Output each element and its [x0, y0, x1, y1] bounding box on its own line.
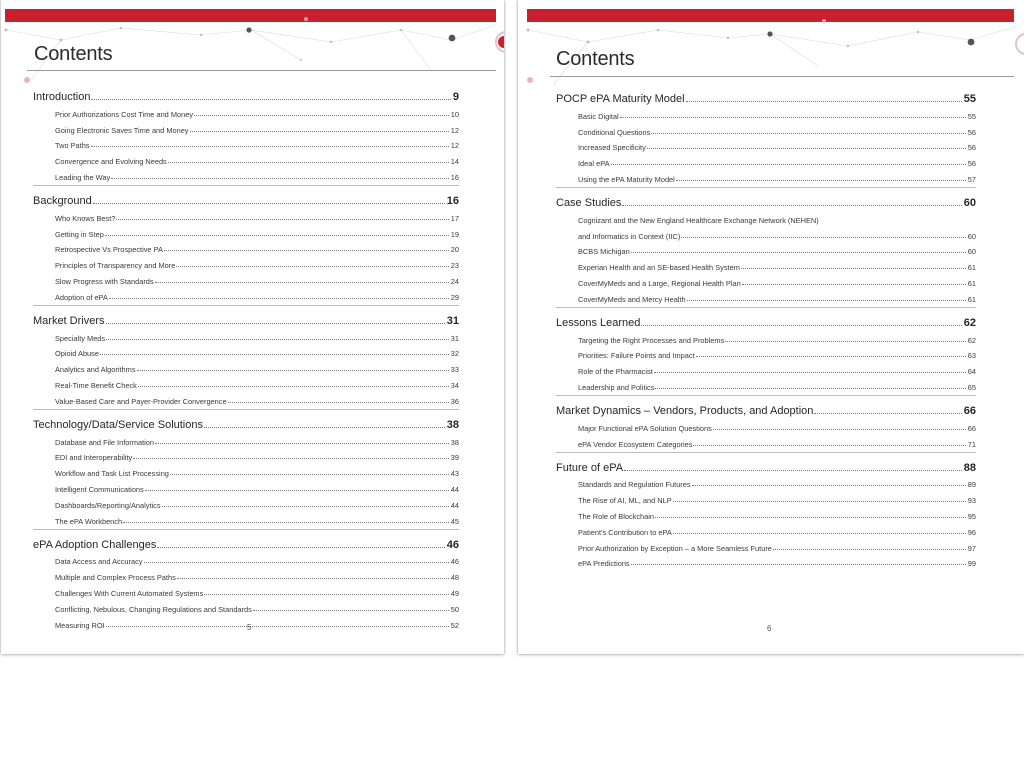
toc-subsection-page: 45: [450, 516, 459, 526]
toc-dot-leader: [742, 284, 966, 285]
toc-dot-leader: [641, 325, 961, 326]
toc-dot-leader: [109, 298, 449, 299]
toc-subsection-entry[interactable]: [33, 223, 459, 239]
toc-subsection-page: 50: [450, 604, 459, 614]
toc-dot-leader: [106, 626, 449, 627]
toc-subsection-title: Measuring ROI: [55, 620, 105, 630]
toc-dot-leader: [176, 266, 448, 267]
toc-dot-leader: [696, 356, 966, 357]
toc-section-page: 38: [446, 418, 459, 431]
toc-dot-leader: [162, 506, 449, 507]
toc-subsection-title: Multiple and Complex Process Paths: [55, 573, 176, 583]
toc-subsection-title: ePA Vendor Ecosystem Categories: [578, 439, 693, 449]
toc-subsection-entry[interactable]: [556, 417, 976, 433]
toc-section-entry[interactable]: [556, 452, 976, 474]
toc-subsection-title: Retrospective Vs Prospective PA: [55, 245, 163, 255]
toc-subsection-title: Experian Health and an SE-based Health System: [578, 263, 740, 273]
toc-subsection-page: 66: [967, 423, 976, 433]
toc-subsection-entry[interactable]: [556, 209, 976, 225]
toc-subsection-page: 36: [450, 396, 459, 406]
toc-subsection-entry[interactable]: [556, 433, 976, 449]
toc-dot-leader: [673, 533, 966, 534]
toc-subsection-page: 23: [450, 261, 459, 271]
toc-subsection-entry[interactable]: [556, 360, 976, 376]
toc-subsection-entry[interactable]: [556, 537, 976, 553]
toc-subsection-title: Using the ePA Maturity Model: [578, 174, 675, 184]
toc-subsection-page: 93: [967, 496, 976, 506]
toc-subsection-entry[interactable]: [33, 390, 459, 406]
toc-subsection-page: 33: [450, 365, 459, 375]
toc-subsection-title: Standards and Regulation Futures: [578, 480, 691, 490]
toc-dot-leader: [111, 178, 449, 179]
toc-subsection-page: 97: [967, 543, 976, 553]
toc-subsection-page: 57: [967, 174, 976, 184]
toc-subsection-title: Role of the Pharmacist: [578, 367, 653, 377]
toc-dot-leader: [228, 402, 449, 403]
toc-section-title: Case Studies: [556, 196, 622, 209]
toc-subsection-entry[interactable]: [33, 103, 459, 119]
toc-subsection-title: Getting in Step: [55, 229, 104, 239]
toc-subsection-title: Basic Digital: [578, 111, 619, 121]
toc-subsection-page: 61: [967, 278, 976, 288]
toc-dot-leader: [647, 148, 966, 149]
toc-subsection-title: Ideal ePA: [578, 159, 610, 169]
toc-dot-leader: [713, 429, 966, 430]
toc-subsection-title: Going Electronic Saves Time and Money: [55, 125, 189, 135]
toc-subsection-title: Prior Authorization by Exception – a More Seamless Future: [578, 543, 772, 553]
document-page-right: [518, 0, 1024, 654]
toc-subsection-title: BCBS Michigan: [578, 247, 630, 257]
toc-subsection-title: Leading the Way: [55, 172, 111, 182]
toc-dot-leader: [155, 443, 449, 444]
toc-subsection-entry[interactable]: [556, 521, 976, 537]
toc-subsection-page: 16: [450, 172, 459, 182]
toc-subsection-entry[interactable]: [556, 489, 976, 505]
toc-subsection-entry[interactable]: [33, 478, 459, 494]
toc-dot-leader: [676, 180, 966, 181]
toc-subsection-title: Real-Time Benefit Check: [55, 380, 137, 390]
toc-section-entry[interactable]: [33, 185, 459, 207]
toc-subsection-entry[interactable]: [33, 254, 459, 270]
toc-subsection-title: Conflicting, Nebulous, Changing Regulations and Standards: [55, 604, 252, 614]
toc-subsection-title: Workflow and Task List Processing: [55, 469, 169, 479]
toc-dot-leader: [631, 564, 966, 565]
toc-subsection-title: Cognizant and the New England Healthcare Exchange Network (NEHEN): [578, 215, 819, 225]
toc-dot-leader: [631, 252, 966, 253]
toc-subsection-title: Value-Based Care and Payer-Provider Convergence: [55, 396, 227, 406]
toc-subsection-page: 43: [450, 469, 459, 479]
toc-subsection-title: CoverMyMeds and a Large, Regional Health Plan: [578, 278, 741, 288]
toc-subsection-title: The Rise of AI, ML, and NLP: [578, 496, 672, 506]
toc-subsection-title: Leadership and Politics: [578, 382, 655, 392]
toc-subsection-page: 99: [967, 559, 976, 569]
toc-subsection-entry[interactable]: [33, 374, 459, 390]
toc-section-entry[interactable]: [556, 307, 976, 329]
toc-subsection-title: and Informatics in Context (IIC): [578, 231, 681, 241]
toc-subsection-page: 89: [967, 480, 976, 490]
toc-dot-leader: [687, 300, 966, 301]
toc-subsection-page: 96: [967, 527, 976, 537]
toc-subsection-entry[interactable]: [33, 551, 459, 567]
toc-section-page: 55: [963, 93, 976, 105]
toc-subsection-page: 62: [967, 335, 976, 345]
toc-dot-leader: [204, 427, 445, 428]
toc-subsection-entry[interactable]: [33, 343, 459, 359]
toc-subsection-title: Targeting the Right Processes and Problems: [578, 335, 725, 345]
toc-dot-leader: [177, 578, 449, 579]
toc-dot-leader: [253, 610, 449, 611]
toc-subsection-title: Slow Progress with Standards: [55, 276, 154, 286]
toc-subsection-page: 49: [450, 588, 459, 598]
toc-subsection-page: 61: [967, 294, 976, 304]
toc-dot-leader: [686, 101, 962, 102]
toc-dot-leader: [138, 386, 449, 387]
toc-subsection-page: 31: [450, 333, 459, 343]
toc-subsection-title: Priorities: Failure Points and Impact: [578, 351, 695, 361]
toc-dot-leader: [164, 250, 449, 251]
toc-subsection-page: 48: [450, 573, 459, 583]
toc-dot-leader: [692, 485, 966, 486]
toc-section-title: Background: [33, 194, 92, 207]
toc-dot-leader: [693, 445, 965, 446]
table-of-contents: [556, 86, 976, 568]
toc-section-title: Market Drivers: [33, 314, 105, 327]
toc-subsection-entry[interactable]: [33, 327, 459, 343]
toc-subsection-title: The ePA Workbench: [55, 516, 123, 526]
toc-dot-leader: [204, 594, 448, 595]
toc-dot-leader: [655, 388, 965, 389]
toc-dot-leader: [133, 458, 449, 459]
toc-dot-leader: [190, 131, 449, 132]
toc-dot-leader: [170, 474, 449, 475]
toc-subsection-title: Convergence and Evolving Needs: [55, 157, 167, 167]
toc-section-page: 16: [446, 194, 459, 207]
toc-dot-leader: [620, 117, 966, 118]
toc-section-title: Lessons Learned: [556, 316, 641, 329]
toc-subsection-page: 10: [450, 109, 459, 119]
toc-subsection-entry[interactable]: [33, 614, 459, 630]
toc-subsection-entry[interactable]: [556, 272, 976, 288]
table-of-contents: [33, 84, 459, 630]
toc-subsection-entry[interactable]: [33, 447, 459, 463]
toc-dot-leader: [145, 490, 449, 491]
toc-subsection-entry[interactable]: [556, 474, 976, 490]
toc-dot-leader: [741, 268, 966, 269]
toc-subsection-title: Intelligent Communications: [55, 484, 144, 494]
toc-subsection-page: 12: [450, 125, 459, 135]
toc-subsection-entry[interactable]: [556, 121, 976, 137]
toc-section-page: 88: [963, 461, 976, 474]
toc-subsection-entry[interactable]: [556, 288, 976, 304]
toc-dot-leader: [655, 517, 966, 518]
toc-subsection-entry[interactable]: [33, 150, 459, 166]
toc-subsection-title: Analytics and Algorithms: [55, 365, 136, 375]
toc-subsection-page: 55: [967, 111, 976, 121]
toc-subsection-entry[interactable]: [556, 137, 976, 153]
toc-subsection-entry[interactable]: [33, 239, 459, 255]
toc-dot-leader: [673, 501, 966, 502]
toc-subsection-title: Adoption of ePA: [55, 292, 108, 302]
toc-subsection-title: Two Paths: [55, 141, 90, 151]
toc-dot-leader: [93, 203, 445, 204]
toc-subsection-entry[interactable]: [556, 168, 976, 184]
toc-subsection-title: CoverMyMeds and Mercy Health: [578, 294, 686, 304]
toc-subsection-page: 95: [967, 511, 976, 521]
toc-section-title: POCP ePA Maturity Model: [556, 93, 685, 105]
toc-subsection-page: 71: [967, 439, 976, 449]
toc-subsection-page: 56: [967, 127, 976, 137]
toc-section-page: 46: [446, 538, 459, 551]
toc-subsection-entry[interactable]: [33, 582, 459, 598]
toc-subsection-page: 24: [450, 276, 459, 286]
toc-section-title: Technology/Data/Service Solutions: [33, 418, 203, 431]
toc-dot-leader: [814, 413, 961, 414]
toc-dot-leader: [651, 133, 965, 134]
toc-subsection-entry[interactable]: [33, 598, 459, 614]
toc-subsection-entry[interactable]: [33, 135, 459, 151]
document-page-left: [1, 0, 504, 654]
toc-subsection-entry[interactable]: [556, 376, 976, 392]
toc-subsection-title: Major Functional ePA Solution Questions: [578, 423, 712, 433]
toc-subsection-title: Specialty Meds: [55, 333, 106, 343]
page-number: 6: [767, 624, 772, 633]
toc-subsection-title: EDI and Interoperability: [55, 453, 133, 463]
toc-subsection-title: Conditional Questions: [578, 127, 651, 137]
title-divider: [550, 76, 1014, 77]
page-title: Contents: [34, 43, 113, 65]
toc-subsection-entry[interactable]: [556, 345, 976, 361]
toc-section-title: Market Dynamics – Vendors, Products, and Adoption: [556, 404, 814, 417]
toc-subsection-page: 38: [450, 437, 459, 447]
toc-subsection-page: 17: [450, 213, 459, 223]
toc-subsection-page: 12: [450, 141, 459, 151]
toc-subsection-entry[interactable]: [33, 566, 459, 582]
toc-subsection-page: 61: [967, 263, 976, 273]
toc-dot-leader: [106, 339, 449, 340]
toc-subsection-page: 63: [967, 351, 976, 361]
toc-dot-leader: [773, 549, 966, 550]
toc-subsection-title: Patient’s Contribution to ePA: [578, 527, 672, 537]
toc-subsection-entry[interactable]: [33, 462, 459, 478]
toc-section-entry[interactable]: [556, 395, 976, 417]
toc-subsection-entry[interactable]: [556, 329, 976, 345]
toc-subsection-entry[interactable]: [33, 207, 459, 223]
toc-dot-leader: [624, 470, 962, 471]
toc-section-entry[interactable]: [33, 84, 459, 103]
toc-subsection-title: Database and File Information: [55, 437, 155, 447]
toc-subsection-entry[interactable]: [556, 105, 976, 121]
toc-subsection-entry[interactable]: [33, 494, 459, 510]
toc-dot-leader: [155, 282, 449, 283]
toc-subsection-entry[interactable]: [33, 166, 459, 182]
toc-section-page: 31: [446, 314, 459, 327]
toc-subsection-entry[interactable]: [33, 431, 459, 447]
toc-subsection-title: Who Knows Best?: [55, 213, 116, 223]
page-title: Contents: [556, 48, 635, 70]
page-number: 5: [247, 623, 252, 632]
toc-subsection-page: 44: [450, 484, 459, 494]
toc-subsection-page: 60: [967, 231, 976, 241]
toc-subsection-title: Increased Specificity: [578, 143, 646, 153]
toc-subsection-page: 64: [967, 367, 976, 377]
toc-section-title: Future of ePA: [556, 461, 624, 474]
toc-subsection-title: Challenges With Current Automated Systems: [55, 588, 204, 598]
toc-dot-leader: [106, 323, 445, 324]
toc-subsection-entry[interactable]: [556, 505, 976, 521]
title-divider: [27, 70, 496, 71]
toc-subsection-entry[interactable]: [33, 119, 459, 135]
toc-dot-leader: [622, 205, 961, 206]
toc-subsection-page: 39: [450, 453, 459, 463]
toc-subsection-page: 56: [967, 143, 976, 153]
toc-dot-leader: [157, 547, 444, 548]
toc-subsection-page: 14: [450, 157, 459, 167]
toc-section-page: 66: [963, 404, 976, 417]
toc-dot-leader: [137, 370, 449, 371]
toc-subsection-page: 20: [450, 245, 459, 255]
toc-section-page: 9: [452, 91, 459, 103]
toc-subsection-title: ePA Predictions: [578, 559, 630, 569]
toc-subsection-page: 44: [450, 500, 459, 510]
toc-subsection-page: 52: [450, 620, 459, 630]
toc-subsection-page: 46: [450, 557, 459, 567]
toc-section-page: 62: [963, 316, 976, 329]
toc-section-entry[interactable]: [556, 187, 976, 209]
toc-section-entry[interactable]: [556, 86, 976, 105]
toc-dot-leader: [144, 562, 449, 563]
toc-dot-leader: [116, 219, 448, 220]
toc-subsection-entry[interactable]: [33, 286, 459, 302]
toc-section-entry[interactable]: [33, 305, 459, 327]
toc-subsection-entry[interactable]: [556, 553, 976, 569]
toc-dot-leader: [194, 115, 449, 116]
toc-dot-leader: [168, 162, 449, 163]
toc-subsection-entry[interactable]: [556, 225, 976, 241]
toc-subsection-title: The Role of Blockchain: [578, 511, 654, 521]
toc-subsection-page: 60: [967, 247, 976, 257]
toc-subsection-entry[interactable]: [556, 241, 976, 257]
toc-dot-leader: [91, 146, 449, 147]
toc-section-entry[interactable]: [33, 409, 459, 431]
toc-subsection-entry[interactable]: [33, 270, 459, 286]
toc-subsection-page: 32: [450, 349, 459, 359]
toc-dot-leader: [91, 99, 450, 100]
toc-section-page: 60: [963, 196, 976, 209]
toc-dot-leader: [654, 372, 966, 373]
toc-dot-leader: [611, 164, 966, 165]
toc-section-title: Introduction: [33, 91, 91, 103]
toc-subsection-page: 34: [450, 380, 459, 390]
toc-subsection-entry[interactable]: [33, 510, 459, 526]
toc-subsection-title: Prior Authorizations Cost Time and Money: [55, 109, 194, 119]
toc-dot-leader: [123, 522, 449, 523]
toc-subsection-entry[interactable]: [33, 358, 459, 374]
toc-section-title: ePA Adoption Challenges: [33, 538, 157, 551]
toc-subsection-entry[interactable]: [556, 256, 976, 272]
toc-subsection-title: Principles of Transparency and More: [55, 261, 176, 271]
toc-dot-leader: [100, 354, 449, 355]
toc-subsection-title: Opioid Abuse: [55, 349, 99, 359]
toc-dot-leader: [105, 235, 449, 236]
toc-subsection-page: 29: [450, 292, 459, 302]
toc-dot-leader: [725, 341, 966, 342]
toc-subsection-page: 19: [450, 229, 459, 239]
toc-subsection-page: 56: [967, 159, 976, 169]
toc-subsection-entry[interactable]: [556, 152, 976, 168]
toc-section-entry[interactable]: [33, 529, 459, 551]
toc-subsection-page: 65: [967, 382, 976, 392]
toc-dot-leader: [681, 237, 965, 238]
toc-subsection-title: Dashboards/Reporting/Analytics: [55, 500, 161, 510]
toc-subsection-title: Data Access and Accuracy: [55, 557, 143, 567]
